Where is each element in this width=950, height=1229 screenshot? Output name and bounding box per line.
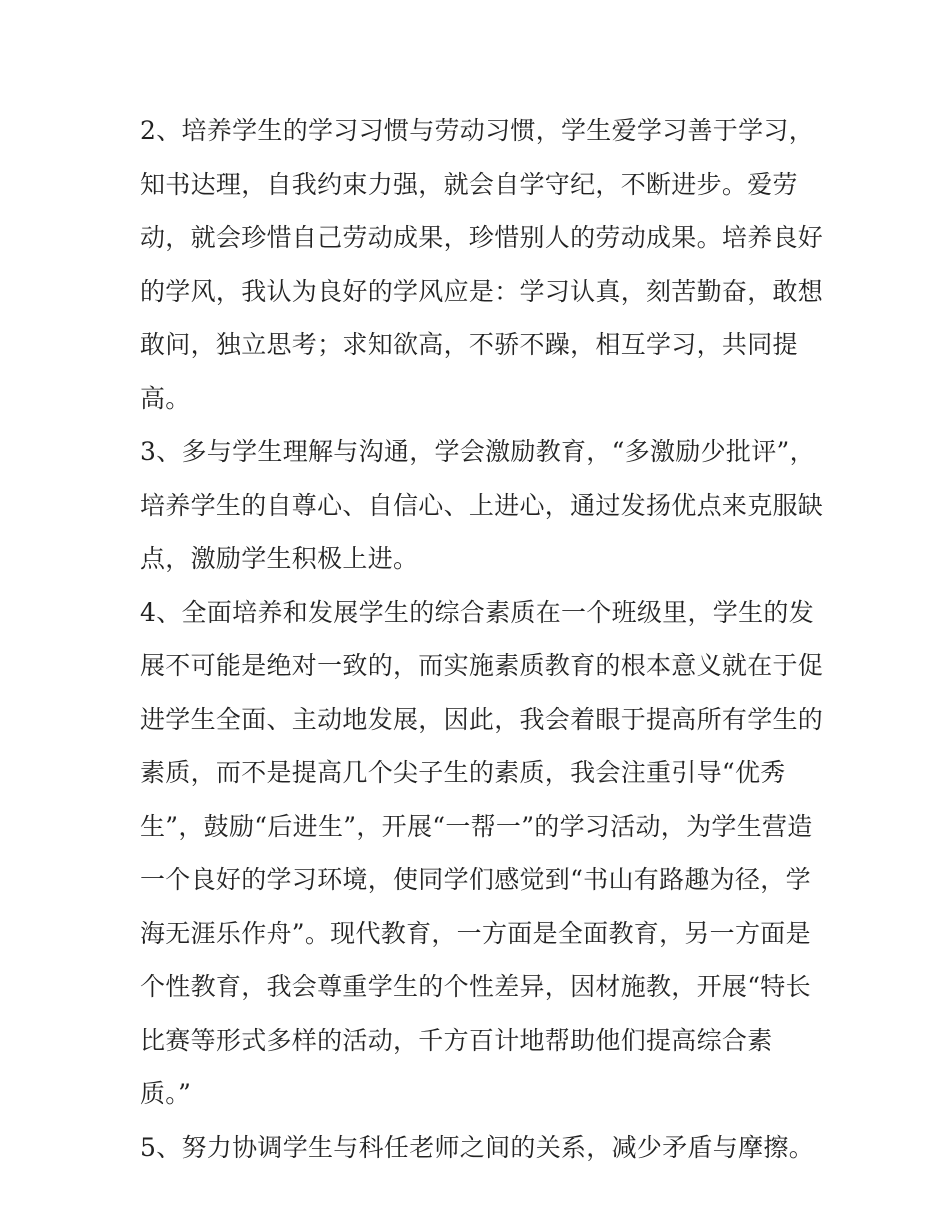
text-line: 点，激励学生积极上进。: [140, 544, 419, 573]
text-line: 知书达理，自我约束力强，就会自学守纪，不断进步。爱劳: [140, 169, 798, 199]
text-line: 敢问，独立思考；求知欲高，不骄不躁，相互学习，共同提: [140, 330, 798, 359]
text-line: 质。”: [140, 1079, 192, 1108]
text-line: 比赛等形式多样的活动，千方百计地帮助他们提高综合素: [140, 1025, 773, 1055]
text-line: 的学风，我认为良好的学风应是：学习认真，刻苦勤奋，敢想: [140, 276, 824, 306]
text-line: 5、努力协调学生与科任老师之间的关系，减少矛盾与摩擦。: [140, 1132, 815, 1162]
text-line: 生”，鼓励“后进生”，开展“一帮一”的学习活动，为学生营造: [140, 811, 813, 841]
text-line: 进学生全面、主动地发展，因此，我会着眼于提高所有学生的: [140, 704, 824, 734]
text-line: 展不可能是绝对一致的，而实施素质教育的根本意义就在于促: [140, 651, 824, 680]
text-line: 2、培养学生的学习习惯与劳动习惯，学生爱学习善于学习，: [140, 116, 815, 145]
text-line: 高。: [140, 383, 191, 413]
document-body: [140, 104, 824, 1174]
text-line: 素质，而不是提高几个尖子生的素质，我会注重引导“优秀: [140, 758, 786, 787]
text-line: 4、全面培养和发展学生的综合素质在一个班级里，学生的发: [140, 597, 815, 627]
text-line: 海无涯乐作舟”。现代教育，一方面是全面教育，另一方面是: [140, 918, 811, 948]
text-line: 动，就会珍惜自己劳动成果，珍惜别人的劳动成果。培养良好: [140, 223, 824, 252]
text-line: 个性教育，我会尊重学生的个性差异，因材施教，开展“特长: [140, 972, 811, 1001]
text-line: 3、多与学生理解与沟通，学会激励教育，“多激励少批评”，: [140, 437, 815, 466]
text-line: 一个良好的学习环境，使同学们感觉到“书山有路趣为径，学: [140, 865, 811, 894]
text-line: 培养学生的自尊心、自信心、上进心，通过发扬优点来克服缺: [140, 490, 824, 520]
